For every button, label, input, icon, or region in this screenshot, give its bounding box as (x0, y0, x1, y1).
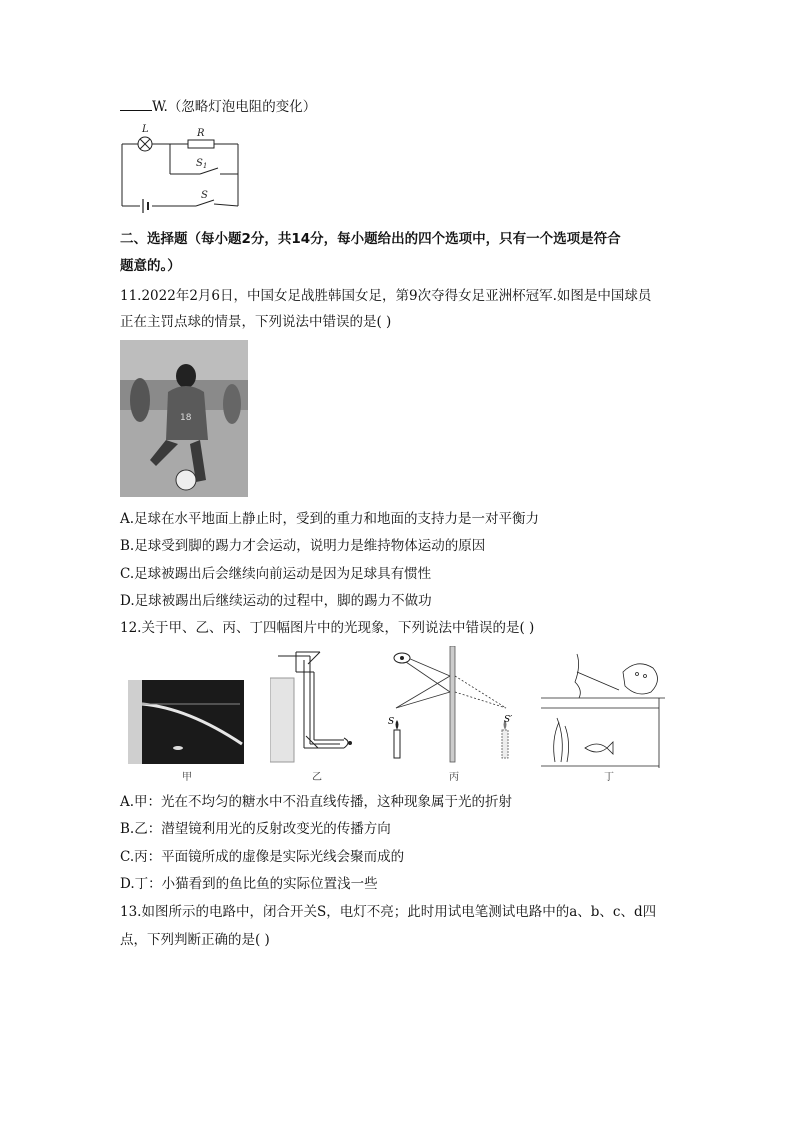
switch2-label: S (201, 190, 208, 201)
lamp-label: L (142, 124, 149, 135)
caption-yi: 乙 (312, 772, 322, 783)
photo-illustration (120, 340, 248, 497)
q11-stem-cont: 正在主罚点球的情景，下列说法中错误的是( ) (120, 314, 392, 330)
figure-bing-mirror (384, 646, 524, 764)
q11-option-a: A.足球在水平地面上静止时，受到的重力和地面的支持力是一对平衡力 (120, 511, 540, 527)
switch1-label: $S_1$ (196, 158, 208, 170)
q12-stem: 12.关于甲、乙、丙、丁四幅图片中的光现象，下列说法中错误的是( ) (120, 620, 535, 636)
answer-blank[interactable] (120, 96, 152, 111)
q11-option-d: D.足球被踢出后继续运动的过程中，脚的踢力不做功 (120, 593, 432, 609)
label-s: S (388, 717, 395, 727)
q11-option-c: C.足球被踢出后会继续向前运动是因为足球具有惯性 (120, 566, 432, 582)
jersey-number: 18 (180, 413, 192, 423)
figure-yi-periscope (270, 648, 370, 766)
circuit-diagram-1 (118, 122, 244, 214)
q11-option-b: B.足球受到脚的踢力才会运动，说明力是维持物体运动的原因 (120, 538, 486, 554)
q10-answer-line (120, 96, 316, 117)
q12-option-c: C.丙：平面镜所成的虚像是实际光线会聚而成的 (120, 849, 405, 865)
battery-symbol (143, 199, 148, 213)
figure-jia (128, 680, 244, 764)
caption-jia: 甲 (182, 772, 192, 783)
label-s-prime: S′ (504, 715, 513, 725)
figure-ding-cat-fish (541, 652, 665, 770)
soccer-player-photo (120, 340, 248, 497)
section-heading-cont: 题意的。） (120, 258, 181, 274)
q11-stem: 11.2022年2月6日，中国女足战胜韩国女足，第9次夺得女足亚洲杯冠军.如图是中国球员 (120, 288, 652, 304)
caption-bing: 丙 (449, 772, 459, 783)
note-text: （忽略灯泡电阻的变化） (167, 99, 317, 115)
q12-option-a: A.甲：光在不均匀的糖水中不沿直线传播，这种现象属于光的折射 (120, 794, 513, 810)
q13-stem: 13.如图所示的电路中，闭合开关S，电灯不亮；此时用试电笔测试电路中的a、b、c、d四 (120, 904, 657, 920)
q13-stem-cont: 点，下列判断正确的是( ) (120, 932, 270, 948)
lamp-symbol (138, 137, 152, 151)
q12-option-d: D.丁：小猫看到的鱼比鱼的实际位置浅一些 (120, 876, 378, 892)
caption-ding: 丁 (604, 772, 614, 783)
unit-text: W. (152, 99, 168, 115)
section-heading: 二、选择题（每小题2分，共14分，每小题给出的四个选项中，只有一个选项是符合 (120, 231, 621, 247)
resistor-label: R (197, 128, 205, 139)
q12-option-b: B.乙：潜望镜利用光的反射改变光的传播方向 (120, 821, 391, 837)
